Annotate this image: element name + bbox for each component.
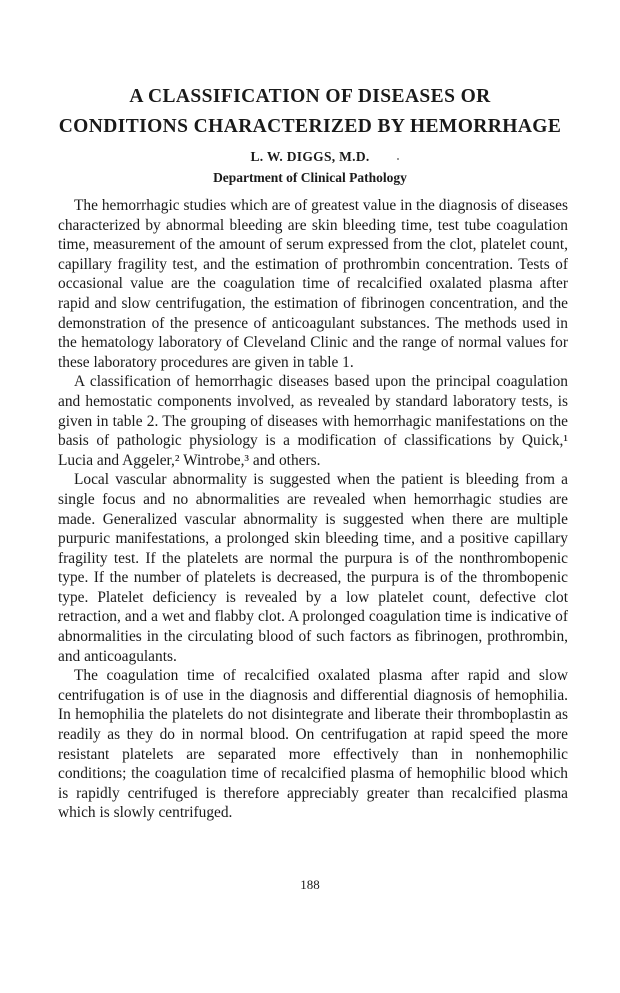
- paragraph-1: The hemorrhagic studies which are of greatest value in the diagnosis of diseases characterized by abnormal bleeding are skin bleeding time, test tube coagulation time, measurement of the amount of serum expressed from the clot, platelet count, capillary fragility test, and the estimation of prothrombin concentration. Tests of occasional value are the coagulation time of recalcified oxalated plasma after rapid and slow centrifugation, the estimation of fibrinogen concentration, and the demonstration of the presence of anticoagulant substances. The methods used in the hematology laboratory of Cleveland Clinic and the range of normal values for these laboratory procedures are given in table 1.: [58, 197, 568, 371]
- article-title-line-1: A CLASSIFICATION OF DISEASES OR: [129, 86, 491, 107]
- page-number: 188: [300, 877, 320, 892]
- author-name: L. W. DIGGS, M.D.: [250, 149, 370, 164]
- paragraph-3: Local vascular abnormality is suggested when the patient is bleeding from a single focus and no abnormalities are revealed when hemorrhagic studies are made. Generalized vascular abnormality is suggested when there are multiple purpuric manifestations, a prolonged skin bleeding time, and a positive capillary fragility test. If the platelets are normal the purpura is of the nonthrombopenic type. If the number of platelets is decreased, the purpura is of the thrombopenic type. Platelet deficiency is revealed by a low platelet count, defective clot retraction, and a wet and flabby clot. A prolonged coagulation time is indicative of abnormalities in the circulating blood of such factors as fibrinogen, prothrombin, and anticoagulants.: [58, 471, 568, 665]
- print-speck: [397, 158, 399, 160]
- paragraph-2: A classification of hemorrhagic diseases based upon the principal coagulation and hemostatic components involved, as revealed by standard laboratory tests, is given in table 2. The grouping of diseases with hemorrhagic manifestations on the basis of pathologic physiology is a modification of classifications by Quick,¹ Lucia and Aggeler,² Wintrobe,³ and others.: [58, 373, 568, 469]
- department-affiliation: Department of Clinical Pathology: [213, 170, 407, 185]
- article-body: [58, 196, 568, 823]
- paragraph-4: The coagulation time of recalcified oxalated plasma after rapid and slow centrifugation is of use in the diagnosis and differential diagnosis of hemophilia. In hemophilia the platelets do not disintegrate and liberate their thromboplastin as readily as they do in normal blood. On centrifugation at rapid speed the more resistant platelets are separated more effectively than in nonhemophilic conditions; the coagulation time of recalcified plasma of hemophilic blood which is rapidly centrifuged is therefore appreciably greater than recalcified plasma which is slowly centrifuged.: [58, 667, 568, 822]
- article-title-line-2: CONDITIONS CHARACTERIZED BY HEMORRHAGE: [58, 116, 562, 137]
